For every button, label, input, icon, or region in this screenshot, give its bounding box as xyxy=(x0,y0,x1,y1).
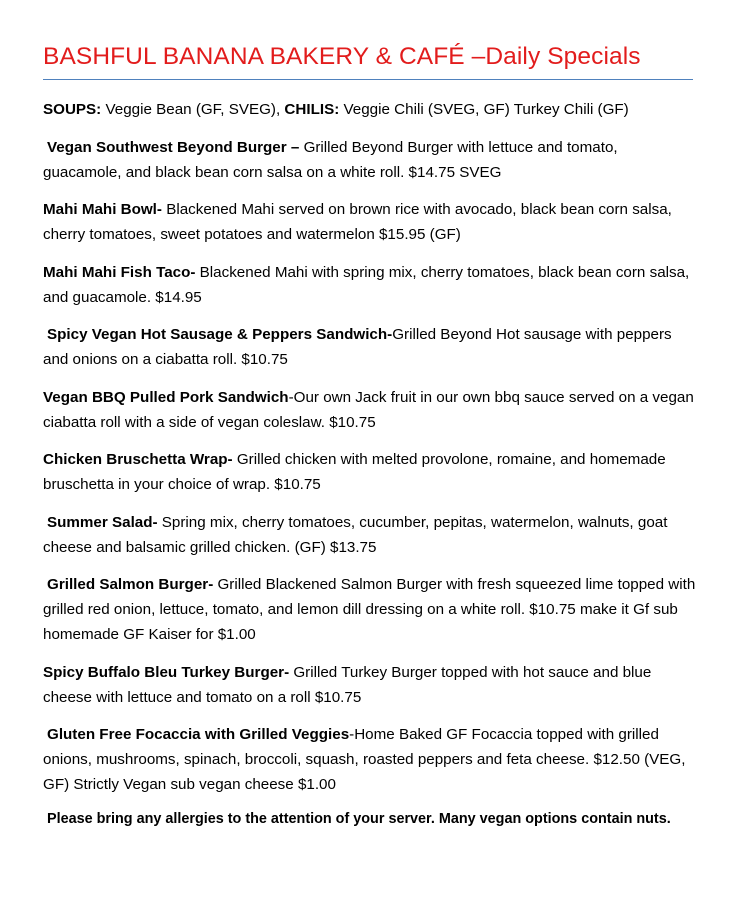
menu-item-name: Spicy Buffalo Bleu Turkey Burger- xyxy=(43,663,290,681)
menu-item-description: -Home Baked GF Focaccia topped with grilled onions, mushrooms, spinach, broccoli, squash, roasted peppers and feta cheese. $12.50 (VEG, GF) Strictly Vegan sub vegan cheese $1.00 xyxy=(43,726,686,793)
menu-item-name: Spicy Vegan Hot Sausage & Peppers Sandwich- xyxy=(47,326,393,343)
menu-item-name: Grilled Salmon Burger- xyxy=(47,576,214,593)
menu-item-name: Summer Salad- xyxy=(47,513,158,531)
menu-item xyxy=(43,385,698,435)
soups-label: SOUPS: xyxy=(43,101,102,118)
menu-item-name: Chicken Bruschetta Wrap- xyxy=(43,451,233,468)
menu-item xyxy=(43,510,698,560)
menu-item xyxy=(43,135,698,185)
allergy-note: Please bring any allergies to the attention of your server. Many vegan options contain nuts. xyxy=(47,810,671,827)
menu-item-name: Vegan BBQ Pulled Pork Sandwich xyxy=(43,388,289,406)
menu-item xyxy=(43,660,698,710)
menu-item-description: Grilled chicken with melted provolone, romaine, and homemade bruschetta in your choice of wrap. $10.75 xyxy=(43,451,666,493)
menu-item-description: Blackened Mahi served on brown rice with avocado, black bean corn salsa, cherry tomatoes, sweet potatoes and watermelon $15.95 (GF) xyxy=(43,201,672,243)
menu-item xyxy=(43,572,698,647)
menu-item-description: Grilled Beyond Burger with lettuce and tomato, guacamole, and black bean corn salsa on a white roll. $14.75 SVEG xyxy=(43,138,618,181)
menu-item-name: Gluten Free Focaccia with Grilled Veggies xyxy=(47,726,350,743)
soups-text: Veggie Bean (GF, SVEG), xyxy=(101,101,285,118)
menu-item-description: -Our own Jack fruit in our own bbq sauce served on a vegan ciabatta roll with a side of vegan coleslaw. $10.75 xyxy=(43,388,694,431)
menu-item-description: Spring mix, cherry tomatoes, cucumber, pepitas, watermelon, walnuts, goat cheese and balsamic grilled chicken. (GF) $13.75 xyxy=(43,513,668,556)
page-title: BASHFUL BANANA BAKERY & CAFÉ –Daily Specials xyxy=(43,43,641,70)
menu-item xyxy=(43,260,698,310)
menu-item-description: Grilled Blackened Salmon Burger with fresh squeezed lime topped with grilled red onion, lettuce, tomato, and lemon dill dressing on a white roll. $10.75 make it Gf sub homemade GF Kaiser for $1.00 xyxy=(43,576,696,643)
title-underline xyxy=(43,79,693,80)
chilis-label: CHILIS: xyxy=(284,101,340,118)
menu-content xyxy=(43,97,698,845)
menu-item-name: Mahi Mahi Bowl- xyxy=(43,201,162,218)
menu-item xyxy=(43,722,698,797)
menu-item-name: Vegan Southwest Beyond Burger – xyxy=(47,138,300,156)
soups-line xyxy=(43,97,698,122)
menu-item-description: Grilled Turkey Burger topped with hot sauce and blue cheese with lettuce and tomato on a roll $10.75 xyxy=(43,663,652,706)
chilis-text: Veggie Chili (SVEG, GF) Turkey Chili (GF) xyxy=(339,101,629,118)
menu-item-description: Blackened Mahi with spring mix, cherry tomatoes, black bean corn salsa, and guacamole. $14.95 xyxy=(43,263,690,306)
menu-item xyxy=(43,447,698,497)
menu-item xyxy=(43,197,698,247)
menu-item-description: Grilled Beyond Hot sausage with peppers and onions on a ciabatta roll. $10.75 xyxy=(43,326,672,368)
menu-item-name: Mahi Mahi Fish Taco- xyxy=(43,263,196,281)
menu-item xyxy=(43,322,698,372)
